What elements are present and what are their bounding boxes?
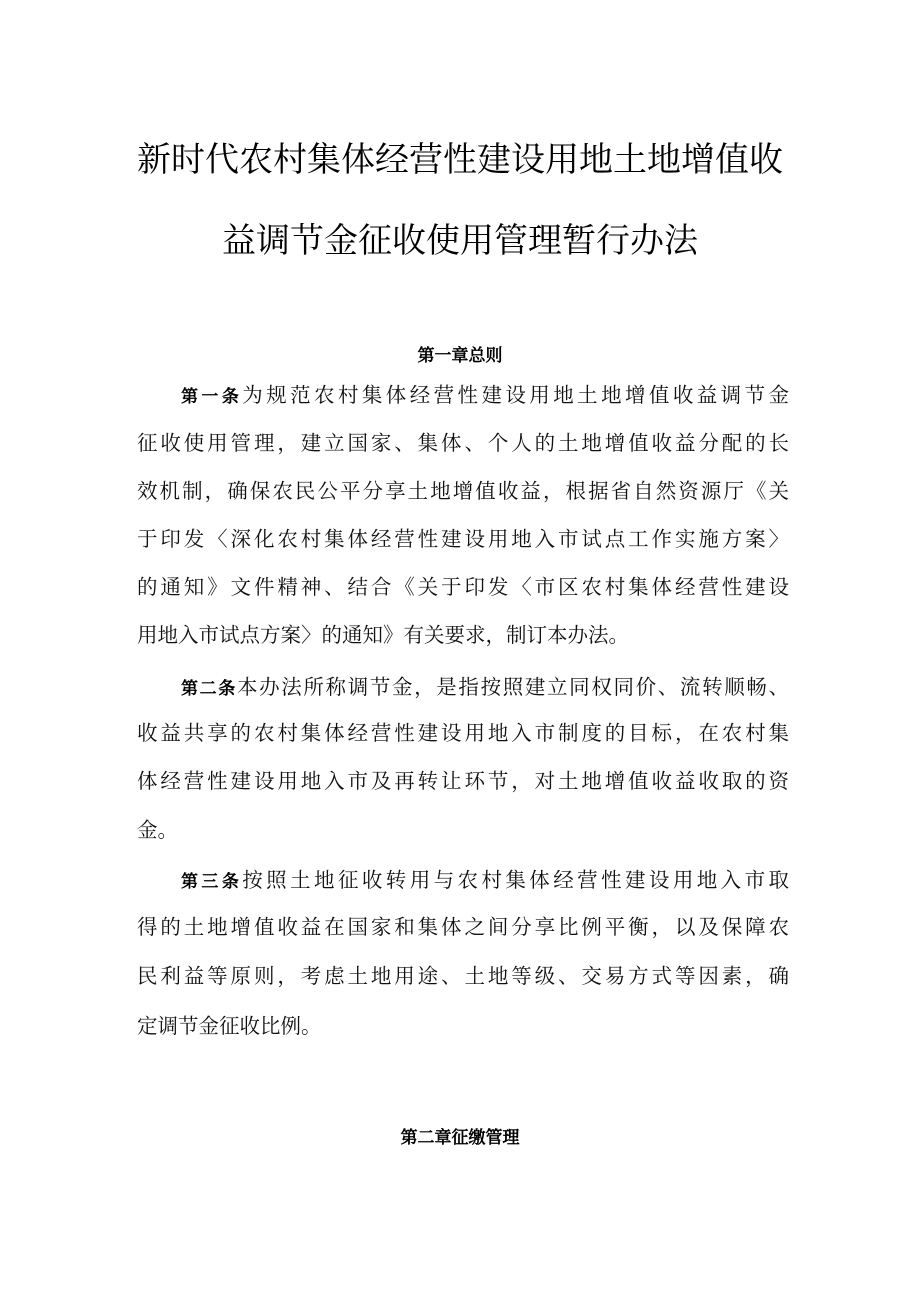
article-3-number: 第三条: [181, 872, 243, 892]
article-3-line-2: 得的土地增值收益在国家和集体之间分享比例平衡，以及保障农: [137, 915, 789, 939]
chapter-2-heading: 第二章征缴管理: [400, 1128, 520, 1148]
article-2-line-3: 体经营性建设用地入市及再转让环节，对土地增值收益收取的资: [137, 769, 789, 793]
article-2-line-4: 金。: [137, 818, 178, 842]
article-1-line-6: 用地入市试点方案〉的通知》有关要求，制订本办法。: [137, 623, 629, 647]
chapter-1-heading: 第一章总则: [417, 346, 503, 366]
article-3-line-4: 定调节金征收比例。: [137, 1014, 322, 1038]
article-1-text-1: 为规范农村集体经营性建设用地土地增值收益调节金: [242, 383, 790, 407]
article-1-number: 第一条: [181, 387, 243, 407]
document-title-line-2: 益调节金征收使用管理暂行办法: [222, 221, 698, 261]
article-2-number: 第二条: [181, 679, 237, 699]
article-3-text-1: 按照土地征收转用与农村集体经营性建设用地入市取: [242, 868, 790, 892]
article-3-line-1: [181, 865, 789, 897]
article-1-line-2: 征收使用管理，建立国家、集体、个人的土地增值收益分配的长: [137, 431, 789, 455]
article-1-line-5: 的通知》文件精神、结合《关于印发〈市区农村集体经营性建设: [137, 575, 789, 599]
article-1-line-1: [181, 380, 789, 412]
article-2-text-1: 本办法所称调节金，是指按照建立同权同价、流转顺畅、: [236, 675, 790, 699]
document-title-line-1: 新时代农村集体经营性建设用地土地增值收: [137, 140, 783, 180]
article-1-line-4: 于印发〈深化农村集体经营性建设用地入市试点工作实施方案〉: [137, 527, 789, 551]
article-2-line-1: [181, 672, 789, 704]
article-3-line-3: 民利益等原则，考虑土地用途、土地等级、交易方式等因素，确: [137, 964, 789, 988]
article-2-line-2: 收益共享的农村集体经营性建设用地入市制度的目标，在农村集: [137, 721, 789, 745]
article-1-line-3: 效机制，确保农民公平分享土地增值收益，根据省自然资源厅《关: [137, 479, 789, 503]
